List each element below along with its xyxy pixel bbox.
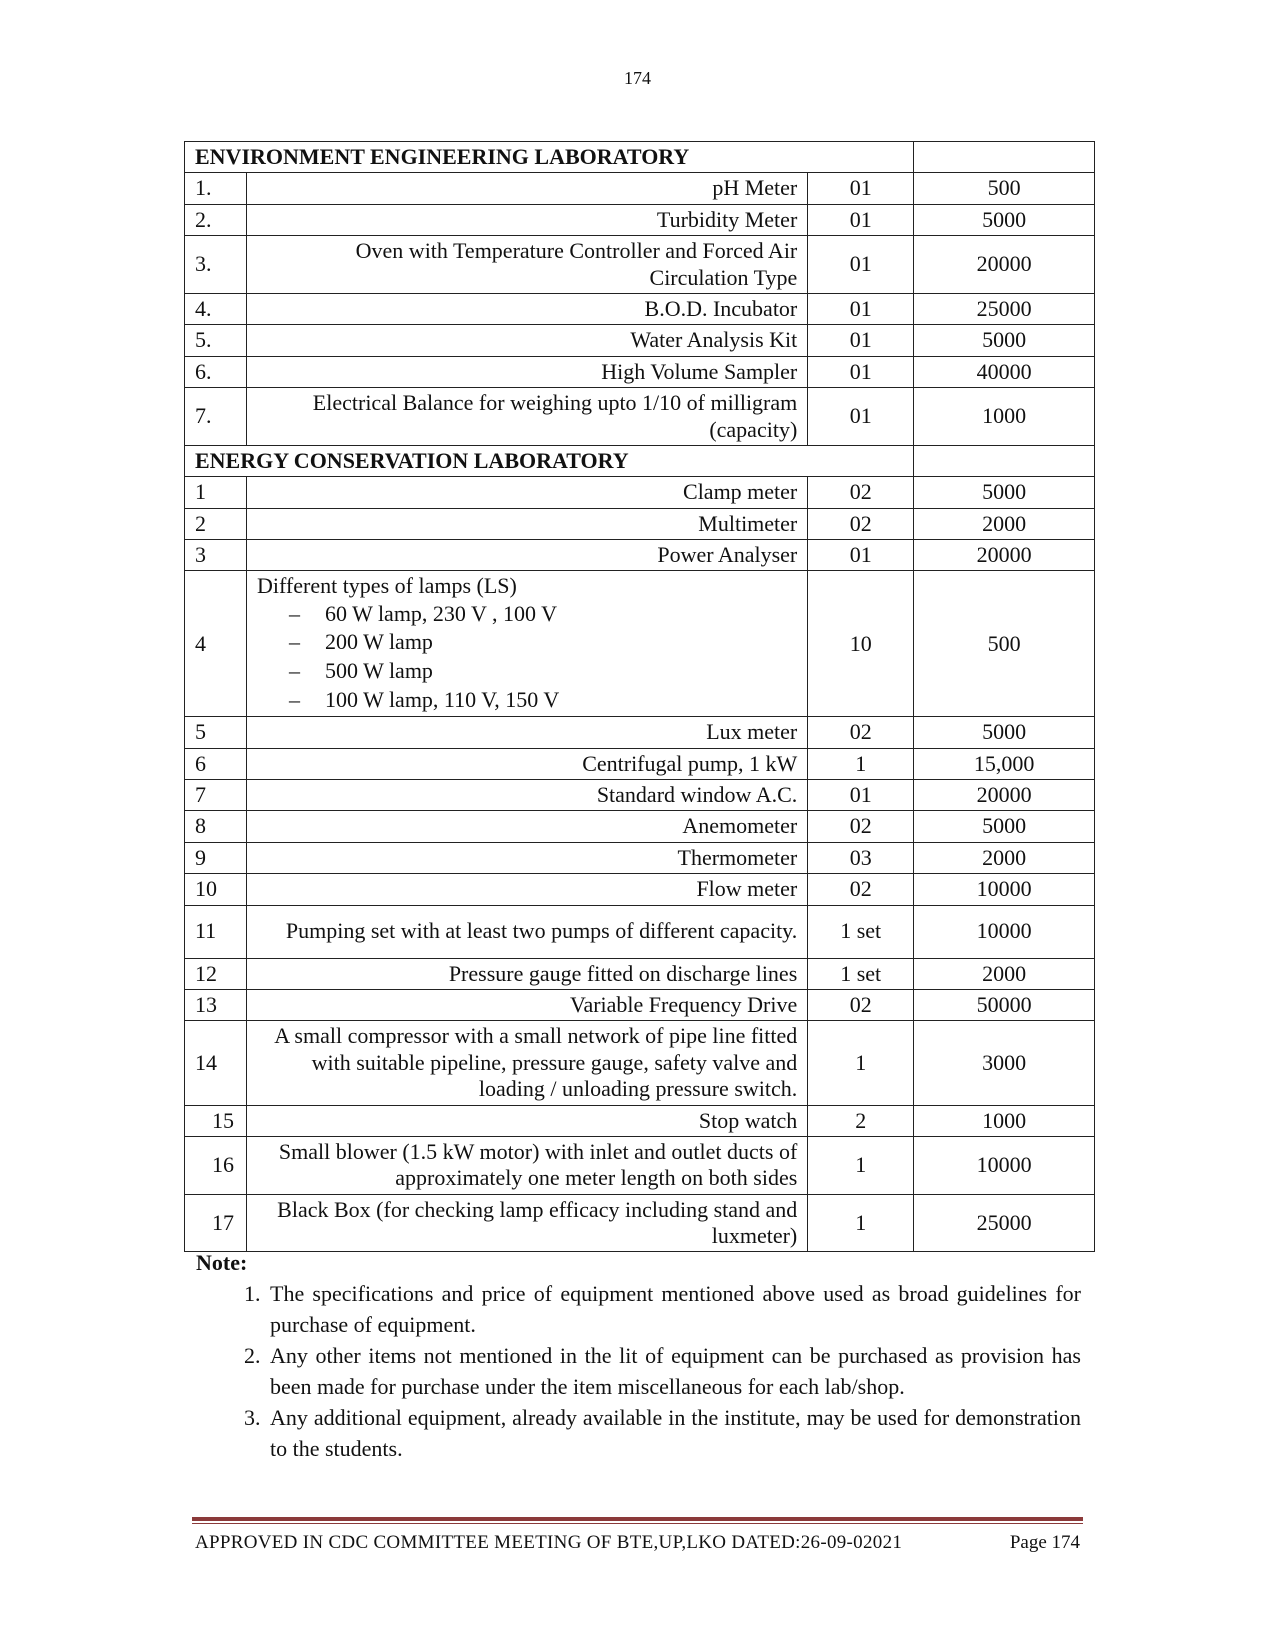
list-item: – 60 W lamp, 230 V , 100 V <box>288 600 558 626</box>
row-number: 9 <box>185 842 247 873</box>
row-number: 6. <box>185 356 247 387</box>
item-quantity: 01 <box>808 540 914 571</box>
table-row <box>185 1021 1095 1105</box>
item-quantity: 01 <box>808 204 914 235</box>
table-row <box>185 236 1095 294</box>
item-name-with-sublist <box>246 571 807 717</box>
note-block <box>196 1250 1081 1464</box>
item-price: 5000 <box>914 811 1095 842</box>
item-name: Turbidity Meter <box>246 204 807 235</box>
item-name: Water Analysis Kit <box>246 325 807 356</box>
table-row <box>185 842 1095 873</box>
item-price: 10000 <box>914 1136 1095 1194</box>
item-name: Different types of lamps (LS) <box>256 573 517 599</box>
item-name: Flow meter <box>246 874 807 905</box>
row-number: 5. <box>185 325 247 356</box>
row-number: 16 <box>185 1136 247 1194</box>
row-number: 10 <box>185 874 247 905</box>
item-price: 5000 <box>914 477 1095 508</box>
list-item: – 500 W lamp <box>288 658 433 684</box>
table-row <box>185 958 1095 989</box>
item-quantity: 03 <box>808 842 914 873</box>
item-price: 25000 <box>914 1194 1095 1252</box>
list-item: – 100 W lamp, 110 V, 150 V <box>288 686 560 712</box>
table-row <box>185 571 1095 717</box>
row-number: 4 <box>185 571 247 717</box>
item-quantity: 01 <box>808 173 914 204</box>
note-item: 2. Any other items not mentioned in the lit of equipment can be purchased as provision has been made for purchase under the item miscellaneous for each lab/shop. <box>266 1340 1081 1402</box>
row-number: 3. <box>185 236 247 294</box>
item-name: Small blower (1.5 kW motor) with inlet and outlet ducts of approximately one meter length on both sides <box>246 1136 807 1194</box>
item-price: 10000 <box>914 905 1095 958</box>
item-price: 500 <box>914 571 1095 717</box>
item-quantity: 01 <box>808 293 914 324</box>
table-row <box>185 1105 1095 1136</box>
item-name: A small compressor with a small network of pipe line fitted with suitable pipeline, pressure gauge, safety valve and loading / unloading pressure switch. <box>246 1021 807 1105</box>
table-row <box>185 748 1095 779</box>
item-quantity: 1 <box>808 1194 914 1252</box>
item-price: 5000 <box>914 325 1095 356</box>
item-quantity: 1 <box>808 748 914 779</box>
item-quantity: 01 <box>808 356 914 387</box>
item-quantity: 02 <box>808 811 914 842</box>
table-row <box>185 811 1095 842</box>
item-name: Anemometer <box>246 811 807 842</box>
item-price: 1000 <box>914 1105 1095 1136</box>
section-title: ENERGY CONSERVATION LABORATORY <box>185 445 914 476</box>
item-name: Black Box (for checking lamp efficacy including stand and luxmeter) <box>246 1194 807 1252</box>
row-number: 17 <box>185 1194 247 1252</box>
section-header-row <box>185 445 1095 476</box>
item-price: 2000 <box>914 842 1095 873</box>
note-list <box>196 1278 1081 1464</box>
item-quantity: 01 <box>808 388 914 446</box>
equipment-table <box>184 141 1095 1252</box>
item-price: 50000 <box>914 989 1095 1020</box>
row-number: 7 <box>185 780 247 811</box>
list-item-text: 60 W lamp, 230 V , 100 V <box>324 600 558 626</box>
row-number: 11 <box>185 905 247 958</box>
row-number: 3 <box>185 540 247 571</box>
section-title: ENVIRONMENT ENGINEERING LABORATORY <box>185 142 914 173</box>
item-quantity: 02 <box>808 477 914 508</box>
page-number: 174 <box>624 68 651 88</box>
table-row <box>185 173 1095 204</box>
item-price: 10000 <box>914 874 1095 905</box>
list-item: – 200 W lamp <box>288 629 433 655</box>
item-quantity: 01 <box>808 325 914 356</box>
table-row <box>185 1194 1095 1252</box>
table-row <box>185 540 1095 571</box>
item-name: Clamp meter <box>246 477 807 508</box>
item-name: Multimeter <box>246 508 807 539</box>
row-number: 1. <box>185 173 247 204</box>
item-quantity: 02 <box>808 989 914 1020</box>
item-quantity: 02 <box>808 508 914 539</box>
item-price: 20000 <box>914 236 1095 294</box>
item-name: Lux meter <box>246 717 807 748</box>
list-item-text: 100 W lamp, 110 V, 150 V <box>324 686 560 712</box>
item-price: 2000 <box>914 958 1095 989</box>
table-row <box>185 388 1095 446</box>
item-price: 40000 <box>914 356 1095 387</box>
table-row <box>185 477 1095 508</box>
table-row <box>185 989 1095 1020</box>
row-number: 2 <box>185 508 247 539</box>
item-price: 3000 <box>914 1021 1095 1105</box>
table-cell-empty <box>914 445 1095 476</box>
item-price: 5000 <box>914 717 1095 748</box>
footer-divider-thin <box>192 1523 1083 1524</box>
lamp-types-list <box>257 600 797 714</box>
item-quantity: 1 <box>808 1136 914 1194</box>
list-item-text: 200 W lamp <box>324 629 433 655</box>
item-price: 25000 <box>914 293 1095 324</box>
row-number: 8 <box>185 811 247 842</box>
item-name: Oven with Temperature Controller and Forced Air Circulation Type <box>246 236 807 294</box>
item-quantity: 1 set <box>808 958 914 989</box>
item-price: 20000 <box>914 780 1095 811</box>
table-row <box>185 780 1095 811</box>
item-name: Pumping set with at least two pumps of different capacity. <box>246 905 807 958</box>
item-quantity: 01 <box>808 236 914 294</box>
item-quantity: 1 <box>808 1021 914 1105</box>
row-number: 13 <box>185 989 247 1020</box>
item-quantity: 2 <box>808 1105 914 1136</box>
item-price: 500 <box>914 173 1095 204</box>
item-name: Pressure gauge fitted on discharge lines <box>246 958 807 989</box>
item-name: pH Meter <box>246 173 807 204</box>
table-row <box>185 204 1095 235</box>
note-heading: Note: <box>196 1250 248 1275</box>
item-name: Standard window A.C. <box>246 780 807 811</box>
row-number: 5 <box>185 717 247 748</box>
footer-approval-text: APPROVED IN CDC COMMITTEE MEETING OF BTE,UP,LKO DATED:26-09-02021 <box>195 1532 903 1553</box>
item-quantity: 10 <box>808 571 914 717</box>
row-number: 2. <box>185 204 247 235</box>
row-number: 4. <box>185 293 247 324</box>
note-item: 1. The specifications and price of equipment mentioned above used as broad guidelines for purchase of equipment. <box>266 1278 1081 1340</box>
item-price: 5000 <box>914 204 1095 235</box>
row-number: 6 <box>185 748 247 779</box>
table-row <box>185 508 1095 539</box>
item-quantity: 1 set <box>808 905 914 958</box>
item-price: 15,000 <box>914 748 1095 779</box>
item-quantity: 02 <box>808 874 914 905</box>
item-name: Power Analyser <box>246 540 807 571</box>
item-price: 2000 <box>914 508 1095 539</box>
table-row <box>185 905 1095 958</box>
section-header-row <box>185 142 1095 173</box>
item-name: Variable Frequency Drive <box>246 989 807 1020</box>
item-name: Stop watch <box>246 1105 807 1136</box>
row-number: 12 <box>185 958 247 989</box>
item-price: 1000 <box>914 388 1095 446</box>
list-item-text: 500 W lamp <box>324 658 433 684</box>
table-row <box>185 1136 1095 1194</box>
table-row <box>185 325 1095 356</box>
footer-divider-thick <box>192 1517 1083 1521</box>
item-name: Thermometer <box>246 842 807 873</box>
row-number: 15 <box>185 1105 247 1136</box>
table-row <box>185 356 1095 387</box>
table-row <box>185 293 1095 324</box>
table-row <box>185 717 1095 748</box>
table-row <box>185 874 1095 905</box>
footer-divider <box>192 1517 1083 1525</box>
row-number: 14 <box>185 1021 247 1105</box>
note-item: 3. Any additional equipment, already available in the institute, may be used for demonstration to the students. <box>266 1402 1081 1464</box>
table-cell-empty <box>914 142 1095 173</box>
item-name: Electrical Balance for weighing upto 1/10 of milligram (capacity) <box>246 388 807 446</box>
row-number: 1 <box>185 477 247 508</box>
item-name: Centrifugal pump, 1 kW <box>246 748 807 779</box>
footer-page-label: Page 174 <box>1009 1532 1080 1553</box>
item-name: High Volume Sampler <box>246 356 807 387</box>
item-quantity: 01 <box>808 780 914 811</box>
item-price: 20000 <box>914 540 1095 571</box>
row-number: 7. <box>185 388 247 446</box>
item-name: B.O.D. Incubator <box>246 293 807 324</box>
item-quantity: 02 <box>808 717 914 748</box>
